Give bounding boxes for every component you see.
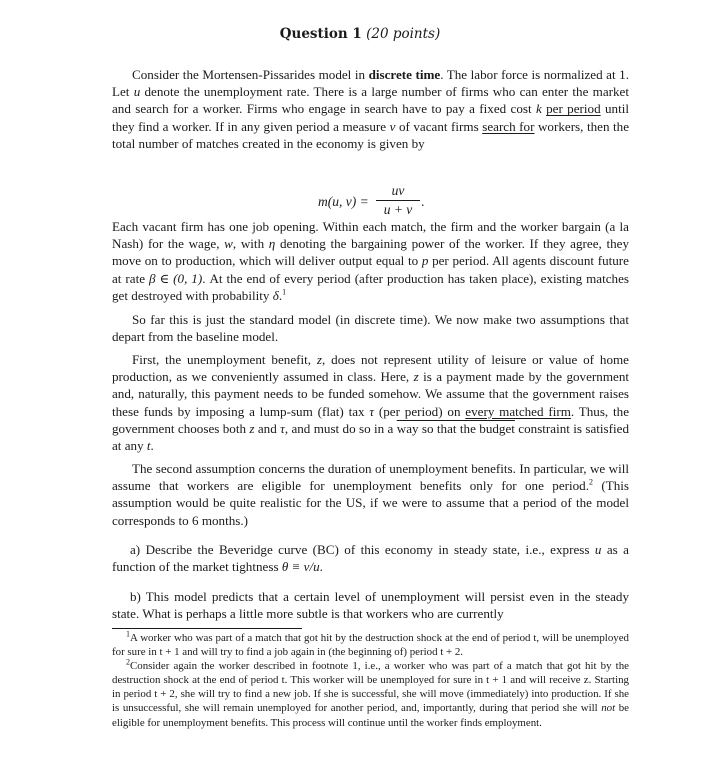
math-expr: θ ≡ v/u — [281, 559, 320, 575]
footnote-1 — [112, 631, 629, 659]
footnote-ref-1[interactable]: 1 — [282, 287, 287, 297]
text-run: , with — [232, 236, 269, 252]
emphasis-discrete-time: discrete time — [368, 67, 441, 82]
text-run: denoting the bargaining power of the worker. If they agree, they move on to production, which will deliver output equal to — [112, 236, 629, 269]
math-var: t — [146, 438, 151, 454]
text-run: a) Describe the Beveridge curve (BC) of this economy in steady state, i.e., express — [130, 542, 595, 557]
math-var: τ — [280, 420, 285, 436]
text-run: and — [254, 420, 281, 436]
text-run: Consider again the worker described in footnote 1, i.e., a worker who was part of a match that got hit by the destruction shock at the end of period t. This worker will be unemployed for sure in t + 1 and will receive z. Starting in period t + 2, she will try to find a new job. If she is successful, she will move (immediately) into production. If she is unsuccessful, she will remain unemployed for another period, and, importantly, during that period she will — [112, 660, 629, 715]
text-run: , and must do so in a — [284, 420, 397, 436]
text-run: . — [319, 559, 323, 575]
text-run: . At the end of every period (after production has taken place), existing matches get destroyed with probability — [112, 270, 629, 303]
overlined-budget: way so that the budget — [396, 420, 515, 436]
text-run: is a payment made by the government and, naturally, this payment needs to be funded somehow. We assume that the government raises these funds by imposing a lump-sum (flat) tax — [112, 369, 629, 419]
text-run: per period. All agents discount future at rate — [112, 253, 629, 286]
underlined-every-matched-firm: every matched firm — [465, 403, 571, 419]
text-run: denote the unemployment rate. There is a large number of firms who can enter the market and search for a worker. Firms who engage in search have to pay a fixed cost — [112, 84, 629, 117]
footnote-mark-2: 2 — [126, 657, 130, 667]
footnote-divider — [112, 628, 302, 629]
footnote-ref-2[interactable]: 2 — [589, 477, 593, 487]
text-run: (per period) on — [374, 403, 466, 419]
text-run: The second assumption concerns the duration of unemployment benefits. In particular, we will assume that workers are eligible for unemployment benefits only for one period. — [112, 461, 629, 494]
math-var: τ — [369, 403, 375, 419]
text-run: Consider the Mortensen-Pissarides model in — [132, 67, 369, 82]
equation-lhs: m(u, v) = — [318, 194, 369, 209]
text-run: until they find a worker. If in any given period a measure — [112, 101, 629, 134]
question-b — [112, 588, 629, 622]
math-var: δ — [272, 287, 279, 303]
text-run: So far this is just the standard model (in discrete time). We now make two assumptions that depart from the baseline model. — [112, 312, 629, 345]
math-var: w — [224, 236, 233, 252]
math-var: η — [268, 236, 276, 252]
math-var: z — [249, 420, 255, 436]
text-run: . The labor force is normalized at 1. Let — [112, 67, 629, 100]
paragraph-assumptions-intro — [112, 311, 629, 345]
text-run: A worker who was part of a match that got hit by the destruction shock at the end of period t, will be unemployed for sure in t + 1 and will try to find a job again in (the beginning of) period t + 2. — [112, 632, 629, 659]
math-var: u — [594, 542, 602, 557]
math-var: z — [316, 352, 323, 367]
text-run: workers, then the total number of matches created in the economy is given by — [112, 118, 630, 151]
text-run: as a function of the market tightness — [112, 542, 629, 575]
question-points: (20 points) — [366, 26, 441, 42]
matching-function-equation — [300, 183, 440, 223]
emphasis-not: not — [601, 702, 616, 715]
paragraph-bargaining — [112, 218, 629, 304]
math-var: z — [413, 369, 419, 385]
math-var: v — [389, 118, 396, 134]
math-var: p — [421, 253, 429, 269]
math-var: u — [133, 84, 141, 100]
question-title — [0, 26, 720, 42]
question-label: Question 1 — [279, 26, 362, 42]
text-run: of vacant firms — [395, 118, 483, 134]
equation-denominator: u + v — [383, 202, 413, 217]
footnote-2 — [112, 659, 629, 729]
text-run: . — [278, 287, 283, 303]
text-run: . Thus, the government chooses both — [112, 403, 629, 436]
math-expr: β ∈ (0, 1) — [149, 270, 203, 286]
underlined-per-period: per period — [546, 101, 601, 117]
equation-fraction — [376, 183, 420, 218]
underlined-search-for: search for — [482, 118, 535, 134]
equation-period: . — [421, 194, 425, 209]
question-a — [112, 541, 629, 575]
text-run: (This assumption would be quite realistic for the US, if we were to assume that a period of the model corresponds to 6 months.) — [112, 478, 629, 528]
text-run: First, the unemployment benefit, — [132, 352, 317, 367]
equation-numerator: uv — [391, 183, 405, 198]
footnotes — [112, 631, 629, 730]
text-run: , does not represent utility of leisure or value of home production, as we conveniently assumed in class. Here, — [112, 352, 629, 385]
fraction-bar — [376, 200, 420, 201]
paragraph-first-assumption — [112, 351, 629, 454]
intro-paragraph — [112, 66, 629, 152]
text-run: be eligible for unemployment benefits. This process will continue until the worker finds employment. — [112, 702, 629, 729]
math-var: k — [535, 101, 542, 117]
text-run: Each vacant firm has one job opening. Within each match, the firm and the worker bargain (a la Nash) for the wage, — [112, 219, 629, 252]
text-run: b) This model predicts that a certain level of unemployment will persist even in the steady state. What is perhaps a little more subtle is that workers who are currently — [112, 589, 629, 622]
paragraph-second-assumption — [112, 460, 629, 529]
footnote-mark-1: 1 — [126, 629, 130, 639]
text-run: . — [150, 438, 154, 454]
text-run: constraint is satisfied at any — [112, 420, 630, 454]
